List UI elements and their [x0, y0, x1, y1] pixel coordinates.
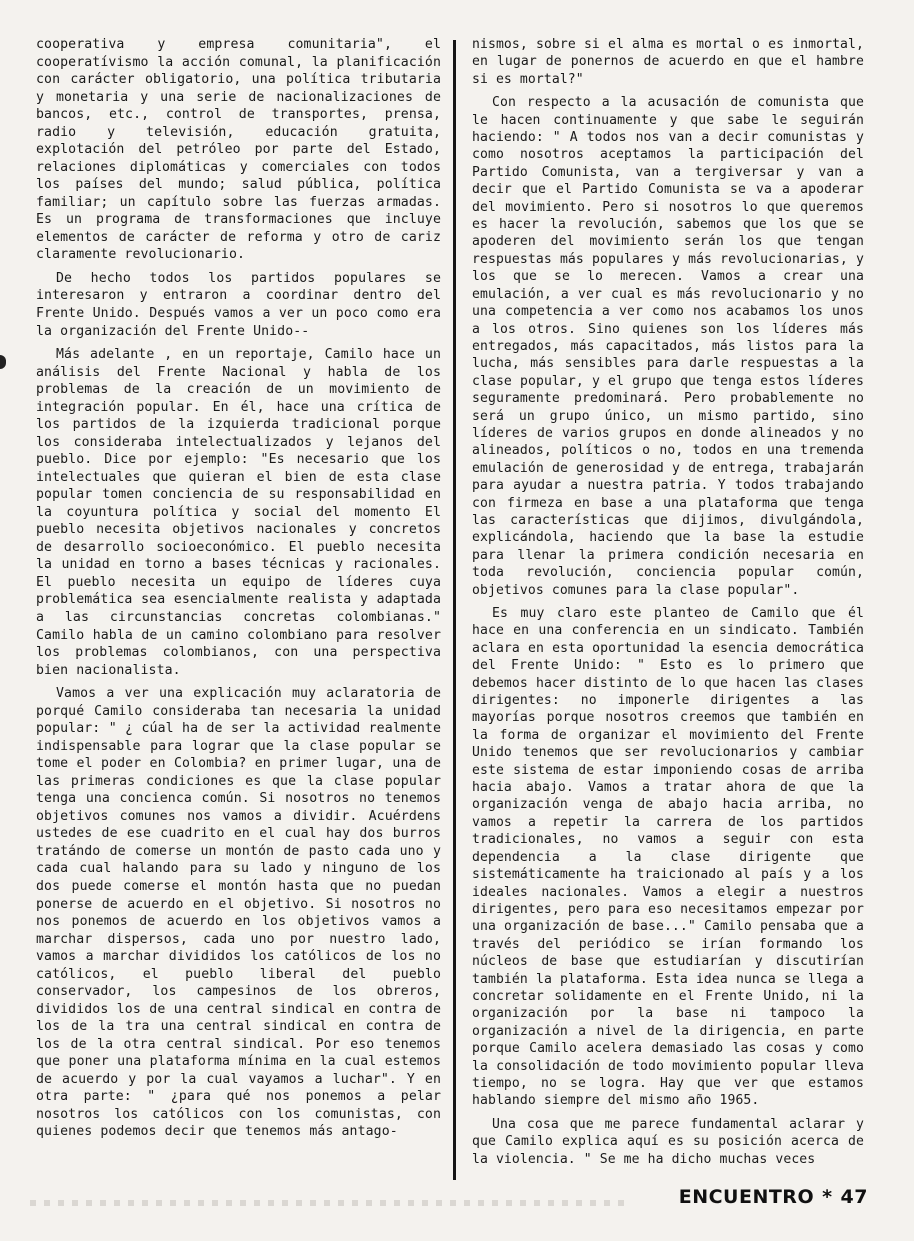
- left-paragraph-3: Más adelante , en un reportaje, Camilo hace un análisis del Frente Nacional y habla de los problemas de la creación de un movimiento de integración popular. En él, hace una crítica de los partidos de la izquierda tradicional porque los consideraba intelectualizados y lejanos del pueblo. Dice por ejemplo: "Es necesario que los intelectuales que quieran el bien de esta clase popular tomen conciencia de su responsabilidad en la coyuntura política y social del momento El pueblo necesita objetivos nacionales y concretos de desarrollo socioeconómico. El pueblo necesita la unidad en torno a bases técnicas y racionales. El pueblo necesita un equipo de líderes cuya problemática sea esencialmente realista y adaptada a las circunstancias concretas colombianas." Camilo habla de un camino colombiano para resolver los problemas colombianos, con una perspectiva bien nacionalista.: [36, 347, 441, 678]
- page-number: 47: [840, 1186, 868, 1208]
- page-footer: [679, 1186, 868, 1208]
- right-paragraph-4: Una cosa que me parece fundamental aclarar y que Camilo explica aquí es su posición acerca de la violencia. " Se me ha dicho muchas veces: [472, 1116, 864, 1167]
- left-paragraph-1: cooperativa y empresa comunitaria", el cooperatívismo la acción comunal, la planificación con carácter obligatorio, una política tributaria y monetaria y una serie de nacionalizaciones de bancos, etc., control de transportes, prensa, radio y televisión, educación gratuita, explotación del petróleo por parte del Estado, relaciones diplomáticas y comerciales con todos los países del mundo; salud pública, política familiar; un capítulo sobre las fuerzas armadas. Es un programa de transformaciones que incluye elementos de carácter de reforma y otro de cariz claramente revolucionario.: [36, 37, 441, 263]
- column-divider: [453, 40, 456, 1180]
- right-paragraph-3: Es muy claro este planteo de Camilo que él hace en una conferencia en un sindicato. También aclara en esta oportunidad la esencia democrática del Frente Unido: " Esto es lo primero que debemos hacer distinto de lo que hacen las clases dirigentes: no imponerle dirigentes a las mayorías porque nosotros creemos que también en la forma de organizar el movimiento del Frente Unido tenemos que ser revolucionarios y cambiar este sistema de estar imponiendo cosas de arriba hacia abajo. Vamos a tratar ahora de que la organización venga de abajo hacia arriba, no vamos a repetir la carrera de los partidos tradicionales, no vamos a seguir con esta dependencia a la clase dirigente que sistemáticamente ha traicionado al país y a los ideales nacionales. Vamos a elegir a nuestros dirigentes, pero para eso necesitamos empezar por una organización de base..." Camilo pensaba que a través del periódico se irían formando los núcleos de base que estudiarían y discutirían también la plataforma. Esta idea nunca se llega a concretar solidamente en el Frente Unido, ni la organización por la base ni tampoco la organización a nivel de la dirigencia, en parte porque Camilo acelera demasiado las cosas y como la consolidación de todo movimiento popular lleva tiempo, no se logra. Hay que ver que estamos hablando siempre del mismo año 1965.: [472, 606, 864, 1109]
- right-paragraph-1: nismos, sobre si el alma es mortal o es inmortal, en lugar de ponernos de acuerdo en que el hambre si es mortal?": [472, 37, 864, 87]
- left-paragraph-4: Vamos a ver una explicación muy aclaratoria de porqué Camilo consideraba tan necesaria la unidad popular: " ¿ cúal ha de ser la actividad realmente indispensable para lograr que la clase popular se tome el poder en Colombia? en primer lugar, una de las primeras condiciones es que la clase popular tenga una concienca común. Si nosotros no tenemos objetivos comunes nos vamos a dividir. Acuérdens ustedes de ese cuadrito en el cual hay dos burros tratándo de comerse un montón de pasto cada uno y cada cual halando para su lado y ninguno de los dos puede comerse el montón hasta que no puedan ponerse de acuerdo en el objetivo. Si nosotros no nos ponemos de acuerdo en los objetivos vamos a marchar dispersos, cada uno por nuestro lado, vamos a marchar divididos los católicos de los no católicos, el pueblo liberal del pueblo conservador, los campesinos de los obreros, divididos los de una central sindical en contra de los de la tra una central sindical en contra de los de la otra central sindical. Por eso tenemos que poner una plataforma mínima en la cual estemos de acuerdo y por la cual vayamos a luchar". Y en otra parte: " ¿para qué nos ponemos a pelar nosotros los católicos con los comunistas, con quienes podemos decir que tenemos más antago-: [36, 686, 441, 1140]
- right-paragraph-2: Con respecto a la acusación de comunista que le hacen continuamente y que sabe le seguirán haciendo: " A todos nos van a decir comunistas y como nosotros aceptamos la participación del Partido Comunista, van a tergiversar y van a decir que el Partido Comunista se va a apoderar del movimiento. Pero si nosotros lo que queremos es hacer la revolución, sabemos que los que se apoderen del movimiento serán los que tengan respuestas más populares y más revolucionarias, y los que se lo merecen. Vamos a crear una emulación, a ver cual es más revolucionario y no una competencia a ver como nos acabamos los unos a los otros. Sino quienes son los líderes más entregados, más capacitados, más listos para la lucha, más sensibles para darle respuestas a la clase popular, y el grupo que tenga estos líderes seguramente predominará. Pero probablemente no será un grupo único, un mismo partido, sino líderes de varios grupos en donde alineados y no alineados, políticos o no, todos en una tremenda emulación de generosidad y de entrega, trabajarán para ayudar a nuestra patria. Y todos trabajando con firmeza en base a una plataforma que tenga las características que dijimos, divulgándola, explicándola, haciendo que la base la estudie para llenar la primera condición necesaria en toda revolución, conciencia popular común, objetivos comunes para la clase popular".: [472, 95, 864, 598]
- bottom-print-artifact: [30, 1200, 630, 1206]
- publication-name: ENCUENTRO: [678, 1186, 815, 1208]
- left-text-column: [36, 36, 441, 1141]
- footer-separator: *: [822, 1186, 833, 1208]
- right-text-column: [472, 36, 864, 1168]
- left-paragraph-2: De hecho todos los partidos populares se interesaron y entraron a coordinar dentro del Frente Unido. Después vamos a ver un poco como era la organización del Frente Unido--: [36, 270, 441, 339]
- binding-hole-mark: [0, 355, 6, 369]
